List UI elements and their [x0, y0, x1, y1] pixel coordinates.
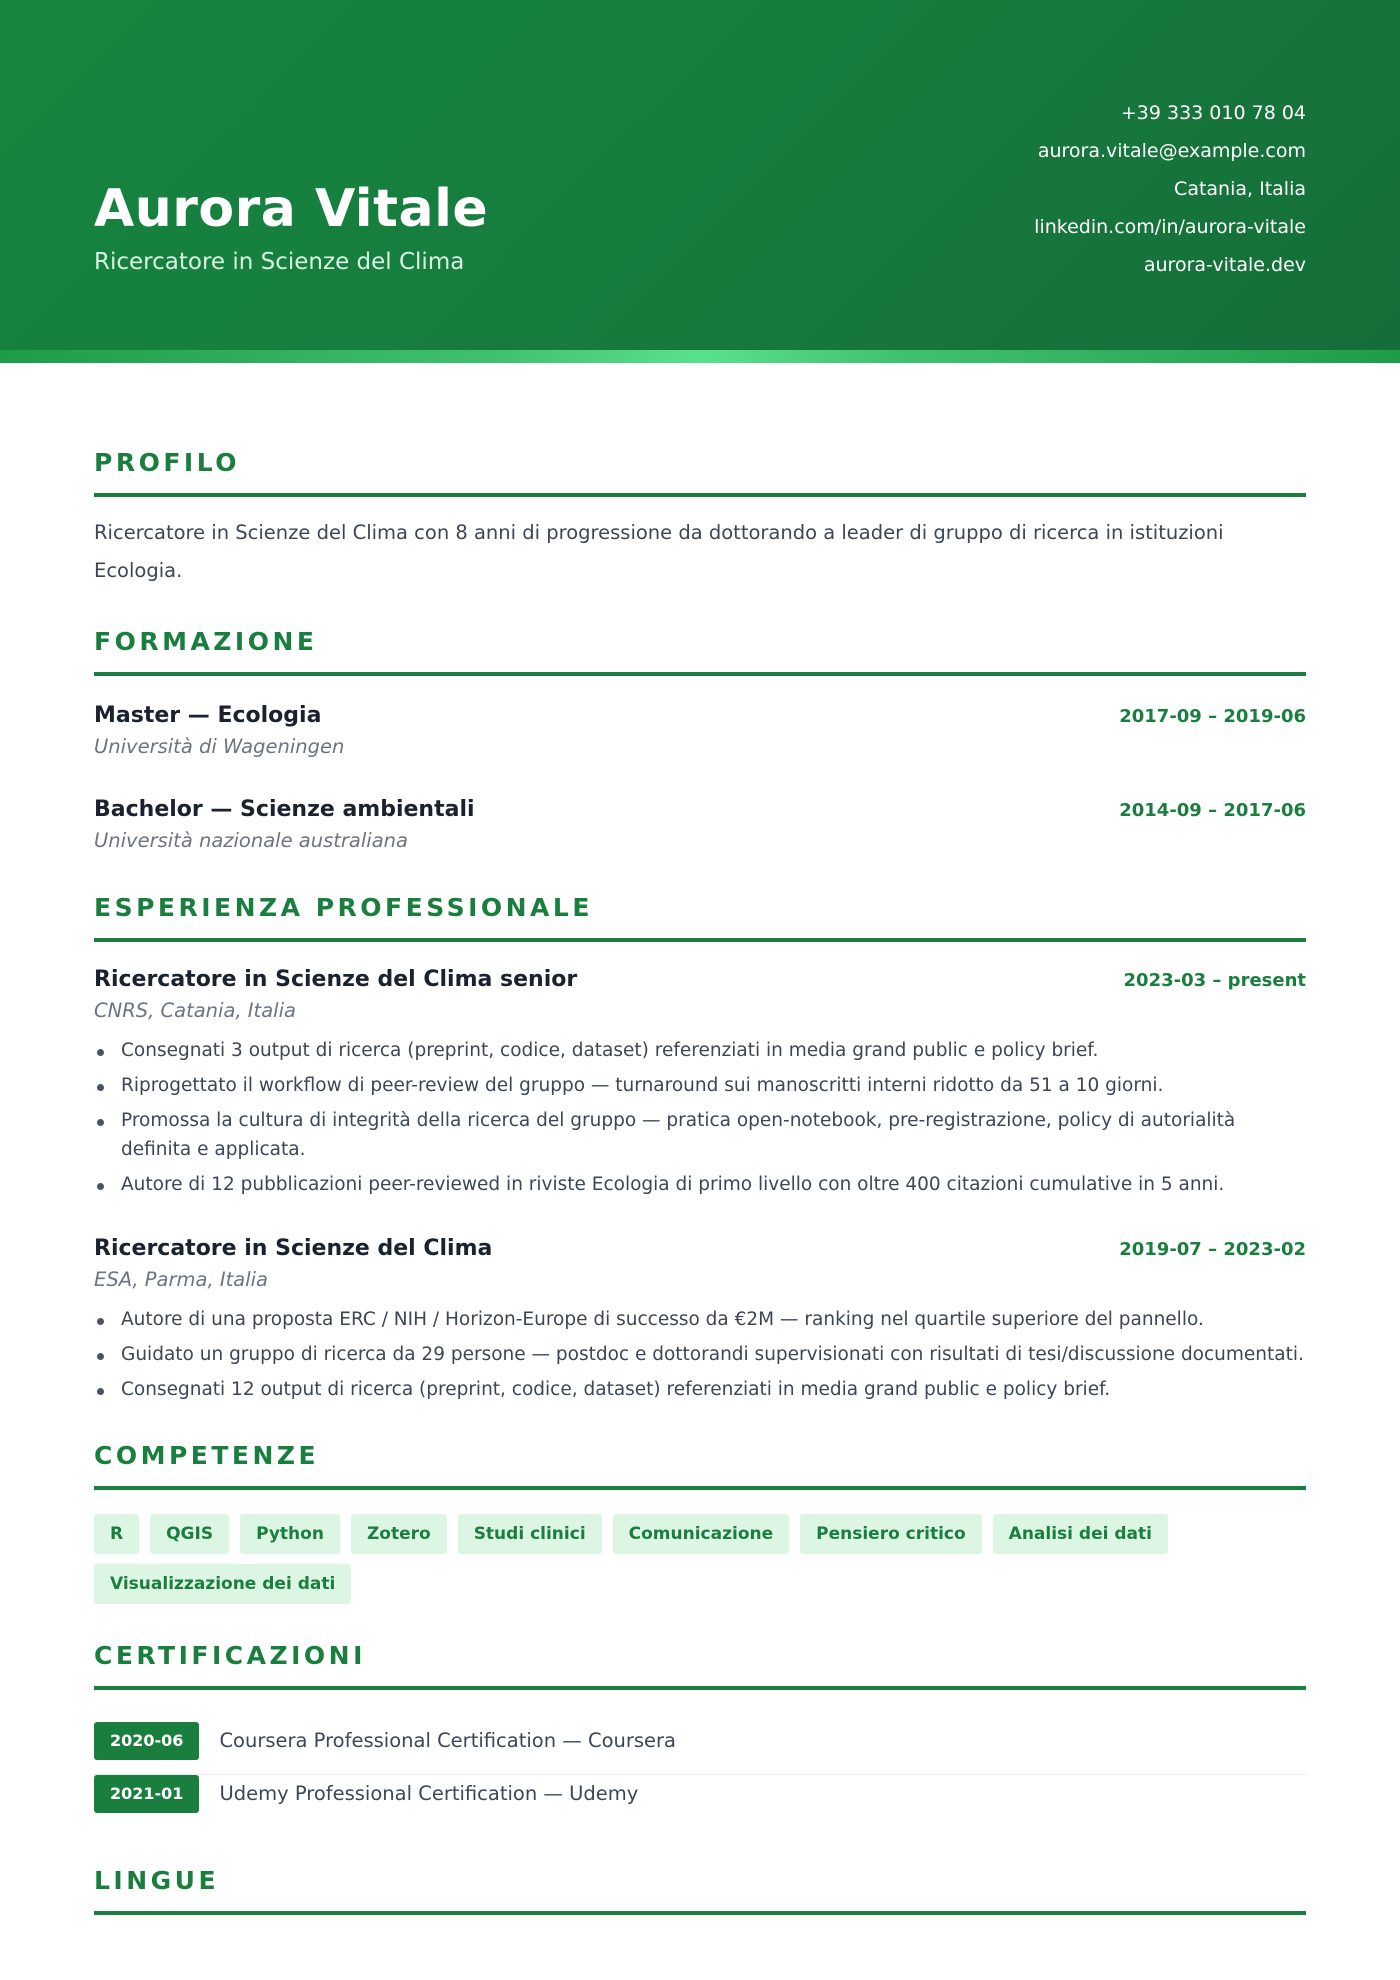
section-title-languages: LINGUE [94, 1863, 1306, 1915]
profile-section [94, 445, 1306, 590]
contact-email[interactable]: aurora.vitale@example.com [1037, 140, 1306, 162]
resume-body [94, 363, 1306, 1915]
degree-title: Master — Ecologia [94, 703, 322, 728]
bullet-item: Autore di una proposta ERC / NIH / Horizon-Europe di successo da €2M — ranking nel quartile superiore del pannello. [94, 1305, 1306, 1334]
contact-phone: +39 333 010 78 04 [1120, 102, 1306, 124]
skill-chip: Python [240, 1514, 340, 1554]
skills-section [94, 1438, 1306, 1604]
education-entry [94, 794, 1306, 856]
skill-chip: Studi clinici [458, 1514, 602, 1554]
skill-chip: Visualizzazione dei dati [94, 1564, 351, 1604]
skill-chip: Analisi dei dati [993, 1514, 1168, 1554]
job-title: Ricercatore in Scienze del Clima senior [94, 967, 578, 992]
job-dates: 2019-07 – 2023-02 [1119, 1239, 1306, 1260]
section-title-profile: PROFILO [94, 445, 1306, 497]
header-accent-bar [0, 350, 1400, 363]
contact-info [1034, 94, 1306, 284]
school-name: Università nazionale australiana [94, 829, 408, 852]
candidate-role: Ricercatore in Scienze del Clima [94, 249, 465, 275]
resume-header [0, 0, 1400, 350]
certification-name: Coursera Professional Certification — Coursera [219, 1729, 677, 1752]
experience-section [94, 890, 1306, 1404]
job-title: Ricercatore in Scienze del Clima [94, 1236, 493, 1261]
experience-entry [94, 1233, 1306, 1404]
certification-date-badge: 2021-01 [94, 1775, 199, 1813]
job-bullets [94, 1036, 1306, 1199]
certification-row [94, 1722, 1306, 1760]
skill-chip: Comunicazione [613, 1514, 789, 1554]
certification-date-badge: 2020-06 [94, 1722, 199, 1760]
contact-linkedin[interactable]: linkedin.com/in/aurora-vitale [1034, 216, 1306, 238]
languages-section [94, 1863, 1306, 1915]
skill-chip: R [94, 1514, 139, 1554]
job-dates: 2023-03 – present [1123, 970, 1306, 991]
skill-chip: Zotero [351, 1514, 447, 1554]
certification-name: Udemy Professional Certification — Udemy [219, 1782, 639, 1805]
skill-chip: QGIS [150, 1514, 229, 1554]
profile-text: Ricercatore in Scienze del Clima con 8 anni di progressione da dottorando a leader di gruppo di ricerca in istituzioni Ecologia. [94, 521, 1224, 582]
bullet-item: Autore di 12 pubblicazioni peer-reviewed in riviste Ecologia di primo livello con oltre 400 citazioni cumulative in 5 anni. [94, 1170, 1306, 1199]
job-organization: ESA, Parma, Italia [94, 1268, 268, 1291]
certification-row [94, 1775, 1306, 1813]
bullet-item: Consegnati 12 output di ricerca (preprint, codice, dataset) referenziati in media grand public e policy brief. [94, 1375, 1306, 1404]
bullet-item: Promossa la cultura di integrità della ricerca del gruppo — pratica open-notebook, pre-registrazione, policy di autorialità definita e applicata. [94, 1106, 1306, 1164]
skills-list [94, 1514, 1306, 1604]
experience-entry [94, 964, 1306, 1199]
job-organization: CNRS, Catania, Italia [94, 999, 296, 1022]
contact-website[interactable]: aurora-vitale.dev [1143, 254, 1306, 276]
bullet-item: Guidato un gruppo di ricerca da 29 persone — postdoc e dottorandi supervisionati con risultati di tesi/discussione documentati. [94, 1340, 1306, 1369]
school-name: Università di Wageningen [94, 735, 345, 758]
education-dates: 2014-09 – 2017-06 [1119, 800, 1306, 821]
bullet-item: Consegnati 3 output di ricerca (preprint, codice, dataset) referenziati in media grand public e policy brief. [94, 1036, 1306, 1065]
bullet-item: Riprogettato il workflow di peer-review del gruppo — turnaround sui manoscritti interni ridotto da 51 a 10 giorni. [94, 1071, 1306, 1100]
degree-title: Bachelor — Scienze ambientali [94, 797, 475, 822]
candidate-name: Aurora Vitale [94, 179, 489, 239]
section-title-certifications: CERTIFICAZIONI [94, 1638, 1306, 1690]
certifications-section [94, 1638, 1306, 1813]
education-section [94, 624, 1306, 856]
contact-location: Catania, Italia [1174, 178, 1306, 200]
education-entry [94, 700, 1306, 762]
section-title-skills: COMPETENZE [94, 1438, 1306, 1490]
job-bullets [94, 1305, 1306, 1404]
skill-chip: Pensiero critico [800, 1514, 982, 1554]
education-dates: 2017-09 – 2019-06 [1119, 706, 1306, 727]
section-title-education: FORMAZIONE [94, 624, 1306, 676]
section-title-experience: ESPERIENZA PROFESSIONALE [94, 890, 1306, 942]
